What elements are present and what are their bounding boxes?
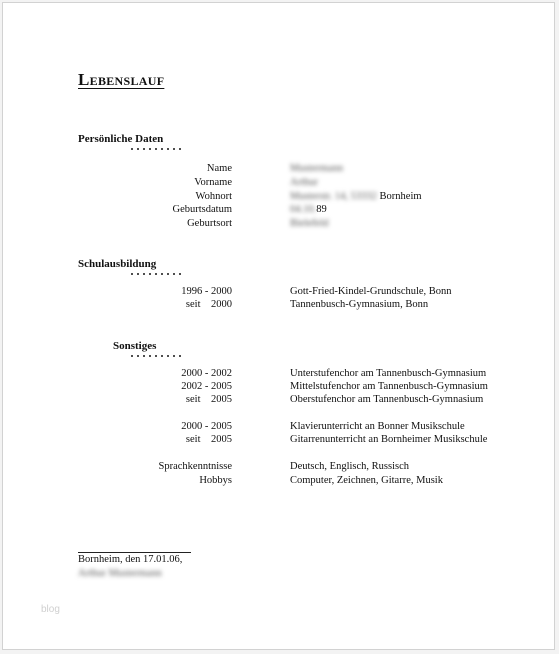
- personal-label: Geburtsdatum: [172, 204, 232, 215]
- document-page: [2, 2, 555, 650]
- birthdate-year: 89: [316, 204, 327, 215]
- personal-value-firstname: Arthur: [290, 177, 318, 188]
- school-period: 1996 - 2000: [181, 286, 232, 297]
- watermark: blog: [41, 604, 60, 615]
- other-value: Unterstufenchor am Tannenbusch-Gymnasium: [290, 368, 487, 379]
- other-value: Oberstufenchor am Tannenbusch-Gymnasium: [290, 394, 484, 405]
- signature-name: Arthur Mustermann: [78, 568, 162, 579]
- document-title: Lebenslauf: [78, 70, 165, 89]
- personal-value-residence: [290, 190, 422, 203]
- personal-value-birthplace: Bielefeld: [290, 218, 329, 229]
- section-heading-school: Schulausbildung: [78, 258, 157, 270]
- birthdate-blurred: 04.10.: [290, 204, 317, 215]
- residence-street-blurred: Musterstr. 14, 53332: [290, 191, 377, 202]
- school-name: Gott-Fried-Kindel-Grundschule, Bonn: [290, 286, 452, 297]
- personal-label: Name: [206, 163, 232, 174]
- other-value: Deutsch, Englisch, Russisch: [290, 461, 409, 472]
- school-period: seit 2000: [185, 299, 232, 310]
- other-label: seit 2005: [185, 394, 232, 405]
- other-value: Klavierunterricht an Bonner Musikschule: [290, 421, 465, 432]
- school-name: Tannenbusch-Gymnasium, Bonn: [290, 299, 429, 310]
- signature-place-date: Bornheim, den 17.01.06,: [78, 554, 183, 565]
- section-heading-personal: Persönliche Daten: [78, 133, 164, 145]
- personal-label: Wohnort: [195, 191, 232, 202]
- dotted-separator: [129, 148, 183, 150]
- signature-line: [78, 552, 191, 553]
- other-label: Hobbys: [199, 475, 232, 486]
- other-value: Computer, Zeichnen, Gitarre, Musik: [290, 475, 443, 486]
- personal-label: Vorname: [194, 177, 232, 188]
- personal-value-birthdate: [290, 203, 327, 216]
- section-heading-other: Sonstiges: [113, 340, 157, 352]
- other-label: Sprachkenntnisse: [158, 461, 232, 472]
- dotted-separator: [129, 355, 183, 357]
- other-label: 2000 - 2005: [181, 421, 232, 432]
- dotted-separator: [129, 273, 183, 275]
- other-value: Gitarrenunterricht an Bornheimer Musikschule: [290, 434, 488, 445]
- residence-city: Bornheim: [379, 191, 422, 202]
- other-label: 2002 - 2005: [181, 381, 232, 392]
- other-value: Mittelstufenchor am Tannenbusch-Gymnasium: [290, 381, 488, 392]
- personal-value-name: Mustermann: [290, 163, 344, 174]
- personal-label: Geburtsort: [187, 218, 232, 229]
- other-label: 2000 - 2002: [181, 368, 232, 379]
- other-label: seit 2005: [185, 434, 232, 445]
